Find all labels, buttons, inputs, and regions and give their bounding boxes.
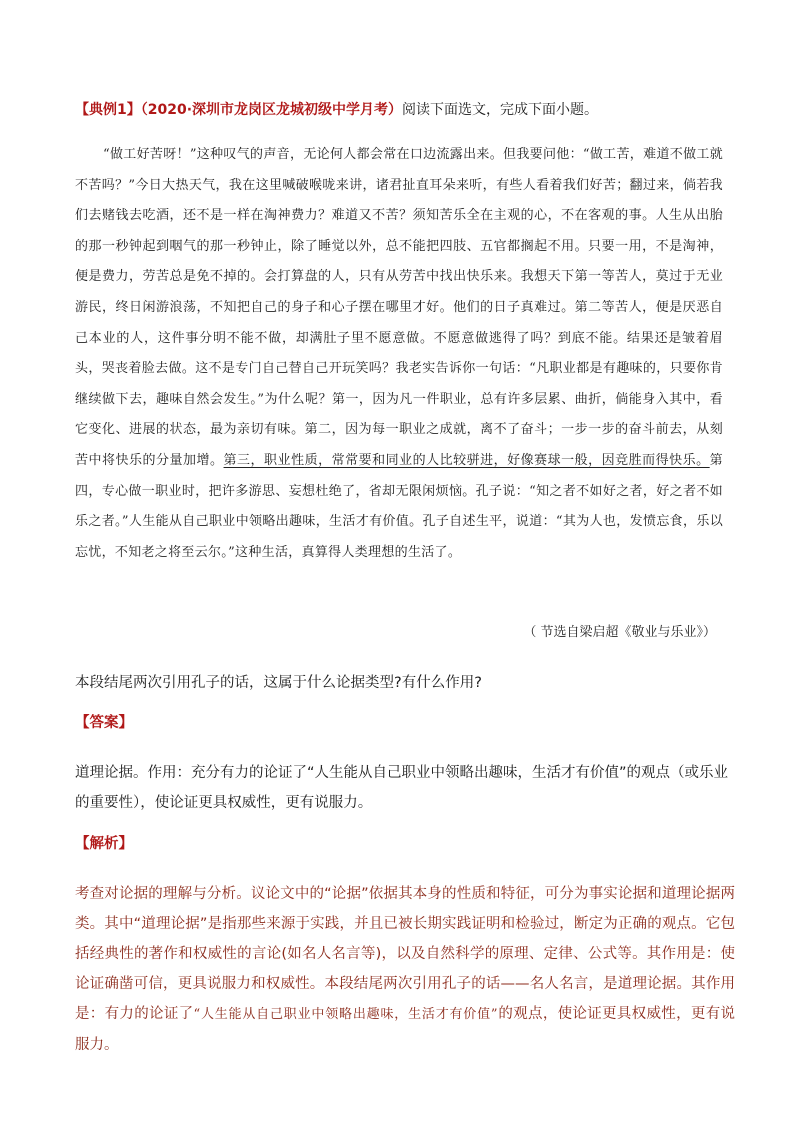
- passage-attribution: （ 节选自梁启超《敬业与乐业》）: [523, 625, 716, 640]
- analysis-text-part1: 考查对论据的理解与分析。议论文中的“论据”依据其本身的性质和特征，可分为事实论据和道理论据两类。其中“道理论据”是指那些来源于实践，并且已被长期实践证明和检验过，断定为正确的观点。它包括经典性的著作和权威性的言论(如名人名言等)，以及自然科学的原理、定律、公式等。其作用是：使论证确凿可信，更具说服力和权威性。本段结尾两次引用孔子的话——名人名言，是道理论据。其作用是：有力的论证了: [75, 886, 735, 1022]
- passage-text-part2: 第四，专心做一职业时，把许多游思、妄想杜绝了，省却无限闲烦恼。孔子说：“知之者不如好之者，好之者不如乐之者。”人生能从自己职业中领略出趣味，生活才有价值。孔子自述生平，说道：“其为人也，发愤忘食，乐以忘忧，不知老之将至云尔。”这种生活，真算得人类理想的生活了。: [75, 452, 723, 560]
- passage-underlined-sentence: 第三，职业性质，常常要和同业的人比较骈进，好像赛球一般，因竞胜而得快乐。: [223, 452, 710, 468]
- example-tag: 【典例1】: [75, 102, 141, 118]
- question-text: 本段结尾两次引用孔子的话，这属于什么论据类型?有什么作用?: [75, 675, 482, 691]
- example-source: （2020·深圳市龙岗区龙城初级中学月考）: [140, 102, 403, 118]
- analysis-label: 【解析】: [75, 836, 133, 852]
- analysis-quote: “人生能从自己职业中领略出趣味，生活才有价值”: [193, 1007, 499, 1022]
- example-header: [75, 98, 735, 122]
- answer-text: 道理论据。作用：充分有力的论证了“人生能从自己职业中领略出趣味，生活才有价值”的观点（或乐业的重要性），使论证更具权威性，更有说服力。: [75, 765, 729, 811]
- analysis-text: [75, 879, 735, 1060]
- passage-text-part1: “做工好苦呀！”这种叹气的声音，无论何人都会常在口边流露出来。但我要问他：“做工苦，难道不做工就不苦吗？”今日大热天气，我在这里喊破喉咙来讲，诸君扯直耳朵来听，有些人看着我们好苦；翻过来，倘若我们去赌钱去吃酒，还不是一样在淘神费力？难道又不苦？须知苦乐全在主观的心，不在客观的事。人生从出胎的那一秒钟起到咽气的那一秒钟止，除了睡觉以外，总不能把四肢、五官都搁起不用。只要一用，不是淘神，便是费力，劳苦总是免不掉的。会打算盘的人，只有从劳苦中找出快乐来。我想天下第一等苦人，莫过于无业游民，终日闲游浪荡，不知把自己的身子和心子摆在哪里才好。他们的日子真难过。第二等苦人，便是厌恶自己本业的人，这件事分明不能不做，却满肚子里不愿意做。不愿意做逃得了吗？到底不能。结果还是皱着眉头，哭丧着脸去做。这不是专门自己替自己开玩笑吗？我老实告诉你一句话：“凡职业都是有趣味的，只要你肯继续做下去，趣味自然会发生。”为什么呢？第一，因为凡一件职业，总有许多层累、曲折，倘能身入其中，看它变化、进展的状态，最为亲切有味。第二，因为每一职业之成就，离不了奋斗；一步一步的奋斗前去，从刻苦中将快乐的分量加增。: [75, 147, 723, 468]
- example-instruction: 阅读下面选文，完成下面小题。: [402, 102, 599, 118]
- answer-label: 【答案】: [75, 715, 133, 731]
- reading-passage: [75, 140, 723, 568]
- analysis-text-part2: 的观点，使论证更具权威性，更有说服力。: [75, 1006, 736, 1053]
